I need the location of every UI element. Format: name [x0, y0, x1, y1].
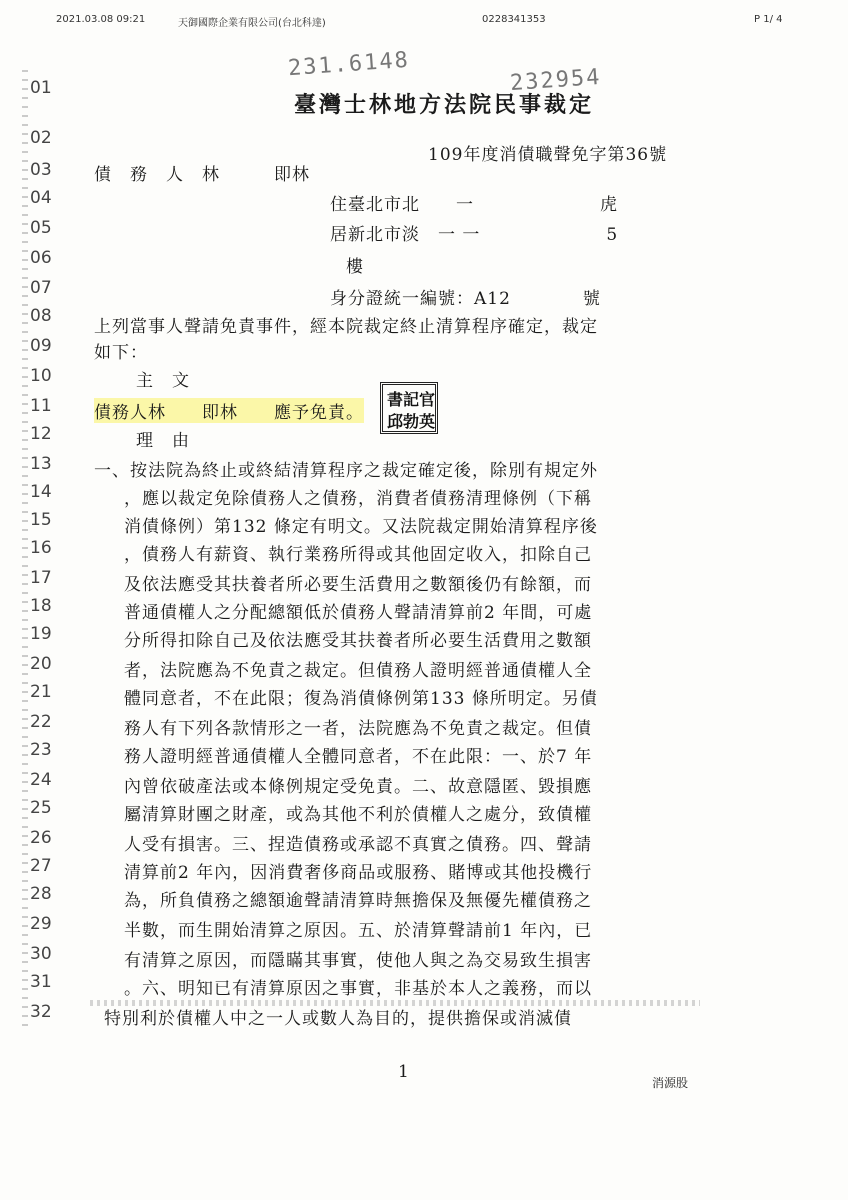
text-line: 屬清算財團之財產，或為其他不利於債權人之處分，致債權	[124, 805, 592, 825]
text-line: ，債務人有薪資、執行業務所得或其他固定收入，扣除自己	[124, 545, 592, 565]
section-heading-reason: 理 由	[136, 431, 190, 451]
text-line: 一、按法院為終止或終結清算程序之裁定確定後，除別有規定外	[94, 461, 598, 481]
line-number: 31	[30, 972, 52, 992]
text-line: 債務人林 即林 應予免責。	[94, 398, 364, 423]
line-number: 14	[30, 482, 52, 502]
section-heading-main: 主 文	[136, 371, 190, 391]
line-number: 03	[30, 160, 52, 180]
fax-header	[0, 14, 848, 30]
line-number: 28	[30, 884, 52, 904]
fax-phone: 0228341353	[482, 14, 546, 25]
clerk-seal-stamp	[380, 382, 438, 434]
text-line: 如下：	[94, 343, 148, 363]
case-number: 109年度消債職聲免字第36號	[428, 145, 668, 165]
text-line: ，應以裁定免除債務人之債務，消費者債務清理條例（下稱	[124, 489, 592, 509]
text-line: 人受有損害。三、捏造債務或承認不真實之債務。四、聲請	[124, 835, 592, 855]
seal-char: 英	[419, 412, 436, 431]
line-number: 05	[30, 218, 52, 238]
text-line: 有清算之原因，而隱瞞其事實，使他人與之為交易致生損害	[124, 951, 592, 971]
line-number: 12	[30, 424, 52, 444]
court-unit: 消源股	[652, 1076, 689, 1090]
line-number: 25	[30, 798, 52, 818]
seal-char: 書	[387, 390, 404, 409]
handwritten-note-1: 231.6148	[287, 47, 411, 82]
line-number: 01	[30, 78, 52, 98]
text-line: 債 務 人 林 即林	[94, 165, 310, 185]
text-line: 分所得扣除自己及依法應受其扶養者所必要生活費用之數額	[124, 631, 592, 651]
text-line: 消債條例）第132 條定有明文。又法院裁定開始清算程序後	[124, 517, 598, 537]
seal-char: 邱	[387, 412, 404, 431]
line-number: 08	[30, 306, 52, 326]
document-title: 臺灣士林地方法院民事裁定	[293, 92, 594, 118]
line-number: 16	[30, 538, 52, 558]
text-line: 體同意者，不在此限；復為消債條例第133 條所明定。另債	[124, 689, 598, 709]
page-number: 1	[398, 1062, 409, 1082]
line-number: 06	[30, 248, 52, 268]
fax-datetime: 2021.03.08 09:21	[56, 14, 146, 25]
line-number: 23	[30, 740, 52, 760]
scan-noise-band	[90, 1000, 700, 1006]
line-number: 04	[30, 188, 52, 208]
text-line: 者，法院應為不免責之裁定。但債務人證明經普通債權人全	[124, 661, 592, 681]
line-number: 17	[30, 568, 52, 588]
text-line: 及依法應受其扶養者所必要生活費用之數額後仍有餘額，而	[124, 575, 592, 595]
line-number: 20	[30, 654, 52, 674]
line-number: 13	[30, 454, 52, 474]
text-line: 。六、明知已有清算原因之事實，非基於本人之義務，而以	[124, 979, 592, 999]
line-number: 10	[30, 366, 52, 386]
text-line: 務人證明經普通債權人全體同意者，不在此限：一、於7 年	[124, 747, 593, 767]
text-line: 普通債權人之分配總額低於債務人聲請清算前2 年間，可處	[124, 603, 593, 623]
line-number: 22	[30, 712, 52, 732]
line-number: 26	[30, 828, 52, 848]
text-line: 半數，而生開始清算之原因。五、於清算聲請前1 年內，已	[124, 921, 593, 941]
line-number: 21	[30, 682, 52, 702]
text-line: 務人有下列各款情形之一者，法院應為不免責之裁定。但債	[124, 719, 592, 739]
line-number: 32	[30, 1002, 52, 1022]
handwritten-note-2: 232954	[509, 64, 603, 97]
line-number: 24	[30, 770, 52, 790]
line-number: 15	[30, 510, 52, 530]
line-number: 30	[30, 944, 52, 964]
line-number: 18	[30, 596, 52, 616]
seal-char: 官	[419, 390, 436, 409]
text-line: 住臺北市北 一 虎	[330, 195, 618, 215]
scan-margin-dots	[22, 70, 28, 1030]
seal-char: 勃	[403, 412, 420, 431]
line-number: 02	[30, 128, 52, 148]
line-number: 29	[30, 914, 52, 934]
text-line: 清算前2 年內，因消費奢侈商品或服務、賭博或其他投機行	[124, 863, 593, 883]
text-line: 上列當事人聲請免責事件，經本院裁定終止清算程序確定，裁定	[94, 317, 598, 337]
line-number: 09	[30, 336, 52, 356]
seal-char: 記	[403, 390, 420, 409]
text-line: 內曾依破產法或本條例規定受免責。二、故意隱匿、毀損應	[124, 777, 592, 797]
line-number: 19	[30, 624, 52, 644]
fax-company: 天御國際企業有限公司(台北科達)	[178, 18, 326, 29]
line-number: 27	[30, 856, 52, 876]
text-line: 居新北市淡 一 一 5	[330, 225, 619, 245]
fax-page: P 1/ 4	[754, 14, 783, 25]
text-line: 特別利於債權人中之一人或數人為目的，提供擔保或消滅債	[104, 1009, 572, 1029]
text-line: 為，所負債務之總額逾聲請清算時無擔保及無優先權債務之	[124, 891, 592, 911]
text-line: 樓	[346, 257, 364, 277]
line-number: 11	[30, 396, 52, 416]
line-number: 07	[30, 278, 52, 298]
text-line: 身分證統一編號：A12 號	[330, 289, 601, 309]
